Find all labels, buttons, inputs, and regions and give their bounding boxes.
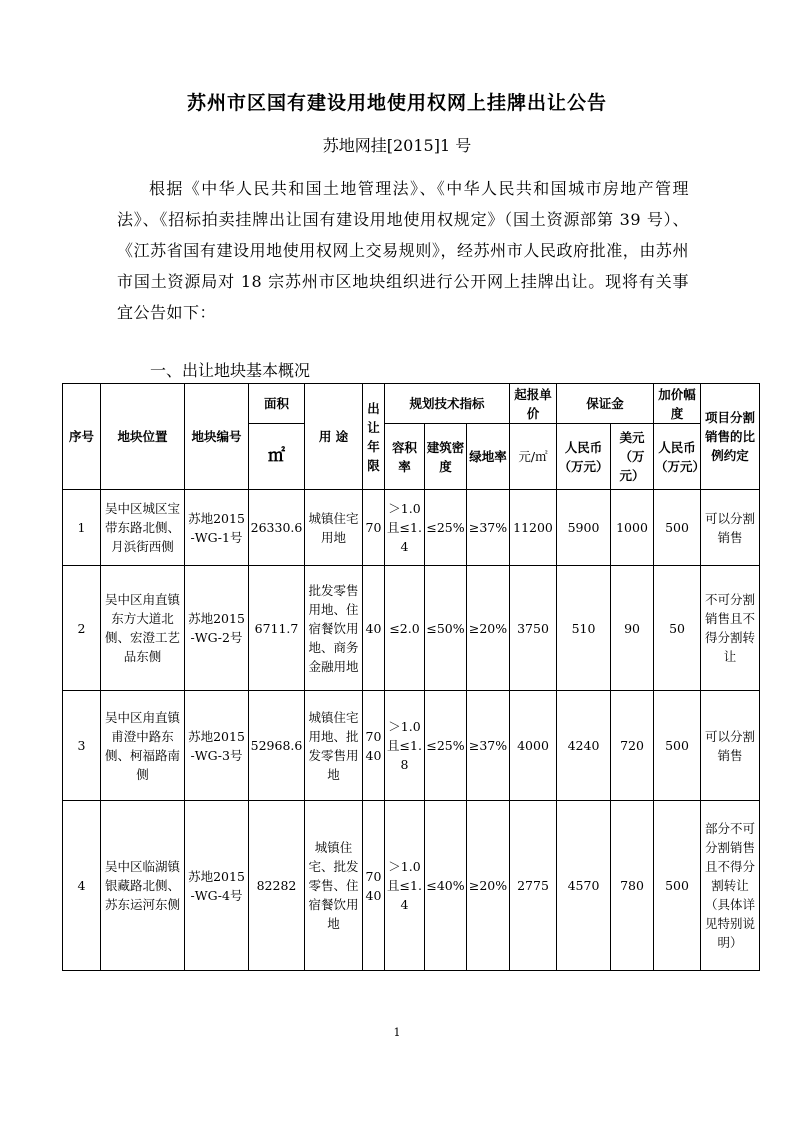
- cell-term: 40: [363, 566, 385, 691]
- cell-use: 城镇住宅用地、批发零售用地: [305, 691, 363, 801]
- section-heading: 一、出让地块基本概况: [150, 361, 311, 380]
- header-usd: 美元（万元）: [611, 424, 654, 490]
- cell-density: ≤25%: [425, 490, 467, 566]
- cell-use: 城镇住宅、批发零售、住宿餐饮用地: [305, 801, 363, 971]
- cell-area: 6711.7: [249, 566, 305, 691]
- cell-usd: 780: [611, 801, 654, 971]
- cell-density: ≤50%: [425, 566, 467, 691]
- cell-code: 苏地2015-WG-3号: [185, 691, 249, 801]
- header-code: 地块编号: [185, 384, 249, 490]
- cell-price: 2775: [510, 801, 557, 971]
- cell-term: 70 40: [363, 691, 385, 801]
- cell-area: 26330.6: [249, 490, 305, 566]
- header-use: 用 途: [305, 384, 363, 490]
- document-number: 苏地网挂[2015]1 号: [322, 136, 472, 155]
- header-rmb: 人民币（万元）: [557, 424, 611, 490]
- cell-use: 批发零售用地、住宿餐饮用地、商务金融用地: [305, 566, 363, 691]
- header-area-unit: ㎡: [249, 424, 305, 490]
- cell-split: 可以分割销售: [701, 691, 760, 801]
- cell-usd: 720: [611, 691, 654, 801]
- cell-density: ≤25%: [425, 691, 467, 801]
- cell-location: 吴中区甪直镇甫澄中路东侧、柯福路南侧: [101, 691, 185, 801]
- cell-area: 82282: [249, 801, 305, 971]
- header-split: 项目分割销售的比例约定: [701, 384, 760, 490]
- header-start-price: 起报单价: [510, 384, 557, 424]
- cell-code: 苏地2015-WG-1号: [185, 490, 249, 566]
- page-number: 1: [393, 1026, 401, 1039]
- cell-far: ＞1.0且≤1.4: [385, 801, 425, 971]
- cell-price: 3750: [510, 566, 557, 691]
- table-row: [63, 490, 760, 566]
- header-increment-unit: 人民币（万元）: [654, 424, 701, 490]
- cell-green: ≥37%: [467, 490, 510, 566]
- intro-paragraph: 根据《中华人民共和国土地管理法》、《中华人民共和国城市房地产管理法》、《招标拍卖挂牌出让国有建设用地使用权规定》（国土资源部第 39 号）、《江苏省国有建设用地使用权网上交易规则》，经苏州市人民政府批准，由苏州市国土资源局对 18 宗苏州市区地块组织进行公开网上挂牌出让。现将有关事宜公告如下：: [117, 179, 689, 322]
- cell-code: 苏地2015-WG-4号: [185, 801, 249, 971]
- cell-far: ≤2.0: [385, 566, 425, 691]
- cell-green: ≥37%: [467, 691, 510, 801]
- cell-density: ≤40%: [425, 801, 467, 971]
- header-term: 出让年限: [363, 384, 385, 490]
- cell-rmb: 510: [557, 566, 611, 691]
- cell-location: 吴中区甪直镇东方大道北侧、宏澄工艺品东侧: [101, 566, 185, 691]
- header-deposit: 保证金: [557, 384, 654, 424]
- cell-increment: 500: [654, 490, 701, 566]
- header-green: 绿地率: [467, 424, 510, 490]
- cell-usd: 1000: [611, 490, 654, 566]
- cell-rmb: 5900: [557, 490, 611, 566]
- cell-seq: 1: [63, 490, 101, 566]
- cell-seq: 2: [63, 566, 101, 691]
- cell-far: ＞1.0且≤1.4: [385, 490, 425, 566]
- cell-split: 部分不可分割销售且不得分割转让（具体详见特别说明）: [701, 801, 760, 971]
- cell-term: 70 40: [363, 801, 385, 971]
- cell-use: 城镇住宅用地: [305, 490, 363, 566]
- cell-green: ≥20%: [467, 801, 510, 971]
- header-price-unit: 元/㎡: [510, 424, 557, 490]
- cell-increment: 50: [654, 566, 701, 691]
- header-increment: 加价幅度: [654, 384, 701, 424]
- cell-increment: 500: [654, 801, 701, 971]
- parcel-table: [62, 383, 760, 971]
- cell-term: 70: [363, 490, 385, 566]
- cell-price: 11200: [510, 490, 557, 566]
- header-area: 面积: [249, 384, 305, 424]
- cell-green: ≥20%: [467, 566, 510, 691]
- cell-split: 可以分割销售: [701, 490, 760, 566]
- header-planning: 规划技术指标: [385, 384, 510, 424]
- cell-rmb: 4240: [557, 691, 611, 801]
- cell-price: 4000: [510, 691, 557, 801]
- table-row: [63, 566, 760, 691]
- cell-far: ＞1.0且≤1.8: [385, 691, 425, 801]
- cell-seq: 4: [63, 801, 101, 971]
- table-row: [63, 801, 760, 971]
- header-location: 地块位置: [101, 384, 185, 490]
- header-far: 容积率: [385, 424, 425, 490]
- cell-increment: 500: [654, 691, 701, 801]
- cell-location: 吴中区城区宝带东路北侧、月浜街西侧: [101, 490, 185, 566]
- cell-area: 52968.6: [249, 691, 305, 801]
- table-row: [63, 691, 760, 801]
- header-seq: 序号: [63, 384, 101, 490]
- cell-rmb: 4570: [557, 801, 611, 971]
- cell-location: 吴中区临湖镇银藏路北侧、苏东运河东侧: [101, 801, 185, 971]
- header-density: 建筑密度: [425, 424, 467, 490]
- document-title: 苏州市区国有建设用地使用权网上挂牌出让公告: [186, 92, 607, 114]
- cell-split: 不可分割销售且不得分割转让: [701, 566, 760, 691]
- cell-seq: 3: [63, 691, 101, 801]
- cell-code: 苏地2015-WG-2号: [185, 566, 249, 691]
- cell-usd: 90: [611, 566, 654, 691]
